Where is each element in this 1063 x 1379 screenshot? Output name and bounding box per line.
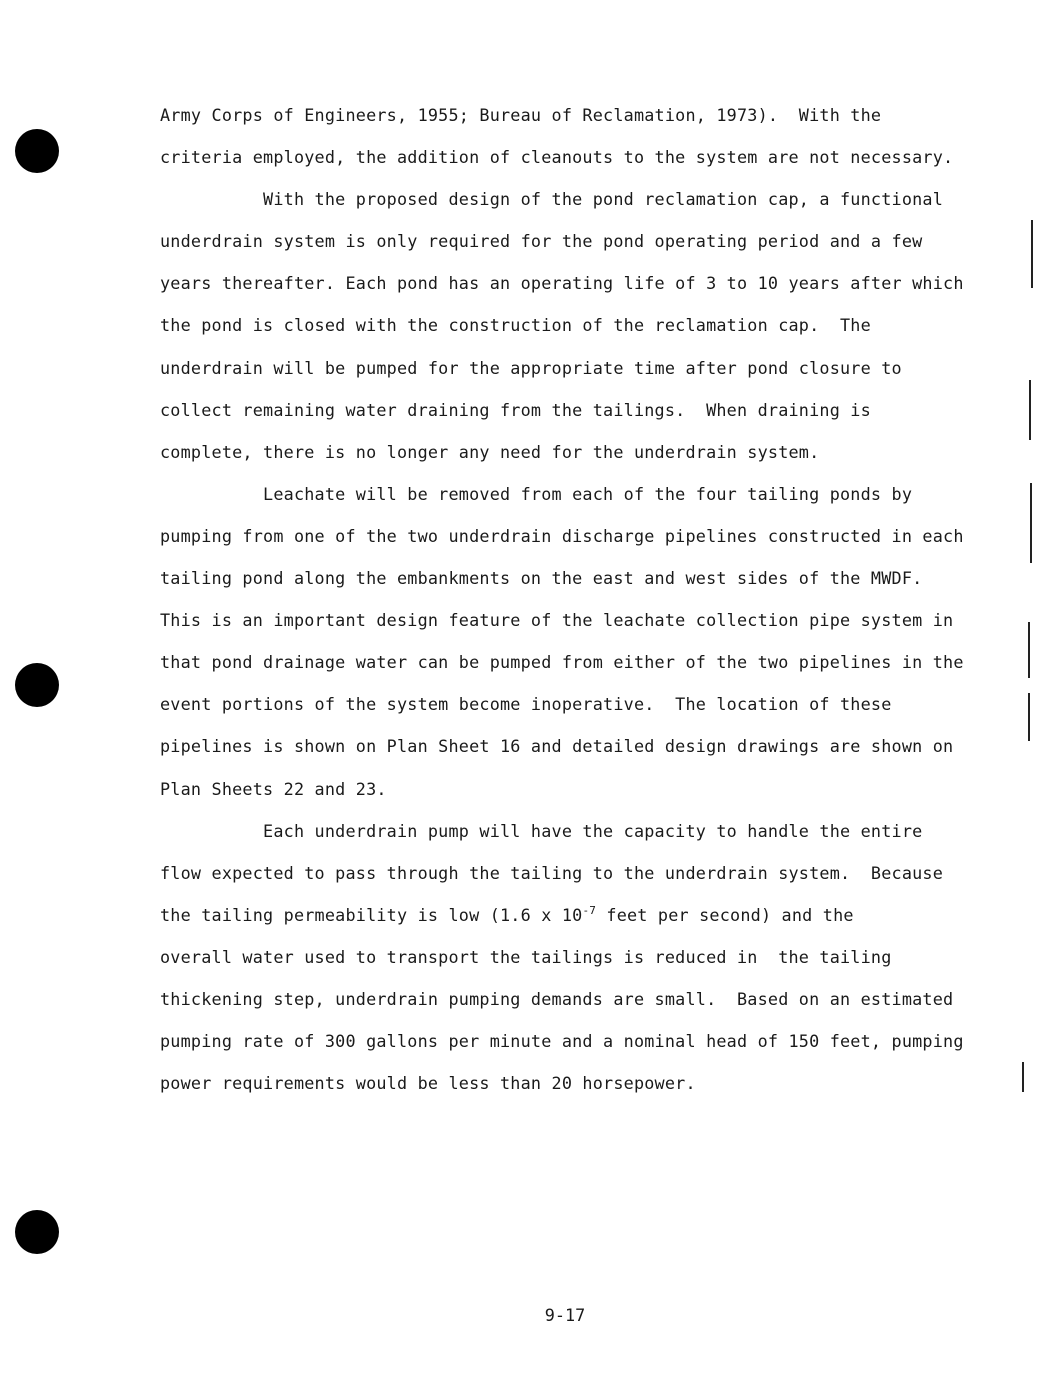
text-line: Leachate will be removed from each of the four tailing ponds by [160,483,913,504]
revision-bar-3 [1030,483,1032,563]
text-line: pumping rate of 300 gallons per minute and a nominal head of 150 feet, pumping [160,1031,964,1052]
revision-bar-5 [1028,693,1030,741]
text-line: Plan Sheets 22 and 23. [160,778,387,799]
text-line-part: the tailing permeability is low (1.6 x 10 [160,904,583,925]
text-line: power requirements would be less than 20 horsepower. [160,1073,696,1094]
text-line: that pond drainage water can be pumped from either of the two pipelines in the [160,652,964,673]
revision-bar-1 [1031,220,1033,288]
body-text [160,94,1000,1104]
text-line: This is an important design feature of the leachate collection pipe system in [160,610,954,631]
text-line: underdrain will be pumped for the appropriate time after pond closure to [160,357,902,378]
paragraph-2 [160,178,1000,473]
text-line: pumping from one of the two underdrain discharge pipelines constructed in each [160,525,964,546]
paragraph-3 [160,473,1000,810]
punch-hole-bottom [15,1210,59,1254]
text-line: event portions of the system become inoperative. The location of these [160,694,892,715]
punch-hole-top [15,129,59,173]
text-line: complete, there is no longer any need for the underdrain system. [160,441,820,462]
text-line: flow expected to pass through the tailing to the underdrain system. Because [160,862,944,883]
text-line: overall water used to transport the tailings is reduced in the tailing [160,946,892,967]
page-number: 9-17 [544,1305,586,1325]
revision-bar-2 [1029,380,1031,440]
text-line: years thereafter. Each pond has an operating life of 3 to 10 years after which [160,273,964,294]
revision-bar-6 [1022,1062,1024,1092]
text-line: underdrain system is only required for the pond operating period and a few [160,231,923,252]
text-line: pipelines is shown on Plan Sheet 16 and detailed design drawings are shown on [160,736,954,757]
revision-bar-4 [1028,622,1030,678]
text-line: Each underdrain pump will have the capacity to handle the entire [160,820,923,841]
punch-hole-middle [15,663,59,707]
text-line: thickening step, underdrain pumping demands are small. Based on an estimated [160,988,954,1009]
text-line: With the proposed design of the pond reclamation cap, a functional [160,189,944,210]
text-line: the pond is closed with the construction of the reclamation cap. The [160,315,871,336]
text-line: tailing pond along the embankments on the east and west sides of the MWDF. [160,568,923,589]
text-line-part: feet per second) and the [596,904,854,925]
text-line [160,894,1000,936]
text-line: collect remaining water draining from the tailings. When draining is [160,399,871,420]
text-line: criteria employed, the addition of cleanouts to the system are not necessary. [160,147,954,168]
exponent: -7 [582,903,597,917]
text-line: Army Corps of Engineers, 1955; Bureau of Reclamation, 1973). With the [160,105,882,125]
paragraph-1 [160,94,1000,178]
paragraph-4 [160,810,1000,1105]
